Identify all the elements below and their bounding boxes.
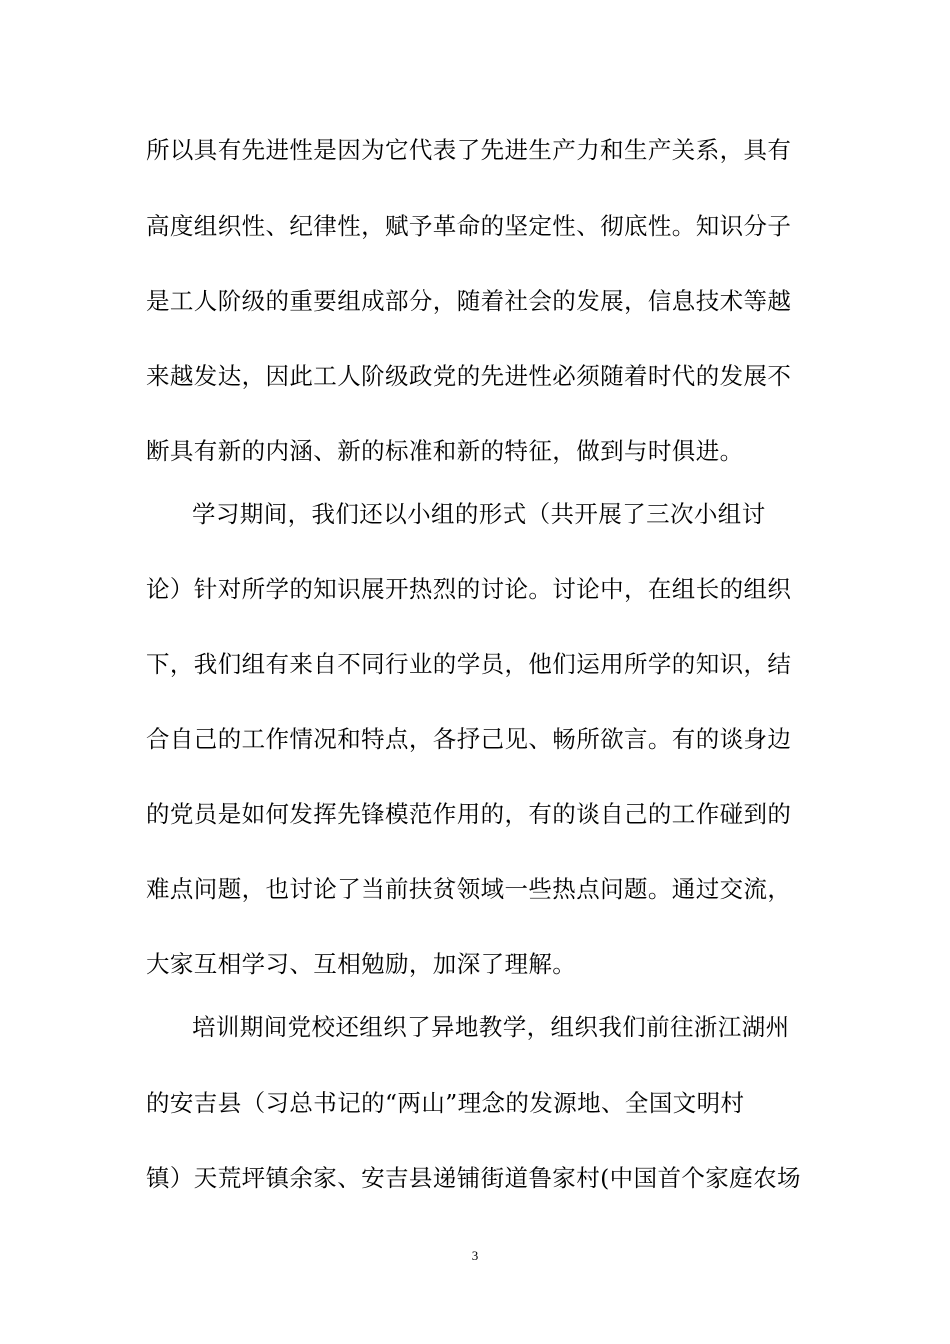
text-line: 的党员是如何发挥先锋模范作用的，有的谈自己的工作碰到的 — [146, 800, 792, 828]
text-line: 论）针对所学的知识展开热烈的讨论。讨论中，在组长的组织 — [146, 575, 792, 603]
text-line: 所以具有先进性是因为它代表了先进生产力和生产关系，具有 — [146, 136, 792, 164]
paragraph-first-line: 学习期间，我们还以小组的形式（共开展了三次小组讨 — [192, 500, 766, 528]
text-line: 高度组织性、纪律性，赋予革命的坚定性、彻底性。知识分子 — [146, 212, 792, 240]
text-line: 合自己的工作情况和特点，各抒己见、畅所欲言。有的谈身边 — [146, 725, 792, 753]
text-line: 断具有新的内涵、新的标准和新的特征，做到与时俱进。 — [146, 437, 744, 465]
text-line: 下，我们组有来自不同行业的学员，他们运用所学的知识，结 — [146, 650, 792, 678]
text-line: 来越发达，因此工人阶级政党的先进性必须随着时代的发展不 — [146, 362, 792, 390]
page-number: 3 — [471, 1248, 479, 1263]
text-line: 镇）天荒坪镇余家、安吉县递铺街道鲁家村(中国首个家庭农场 — [146, 1164, 801, 1192]
text-line: 大家互相学习、互相勉励，加深了理解。 — [146, 950, 577, 978]
paragraph-first-line: 培训期间党校还组织了异地教学，组织我们前往浙江湖州 — [192, 1013, 790, 1041]
text-line: 难点问题，也讨论了当前扶贫领域一些热点问题。通过交流， — [146, 875, 792, 903]
text-line: 的安吉县（习总书记的“两山”理念的发源地、全国文明村 — [146, 1089, 745, 1117]
text-line: 是工人阶级的重要组成部分，随着社会的发展，信息技术等越 — [146, 287, 792, 315]
